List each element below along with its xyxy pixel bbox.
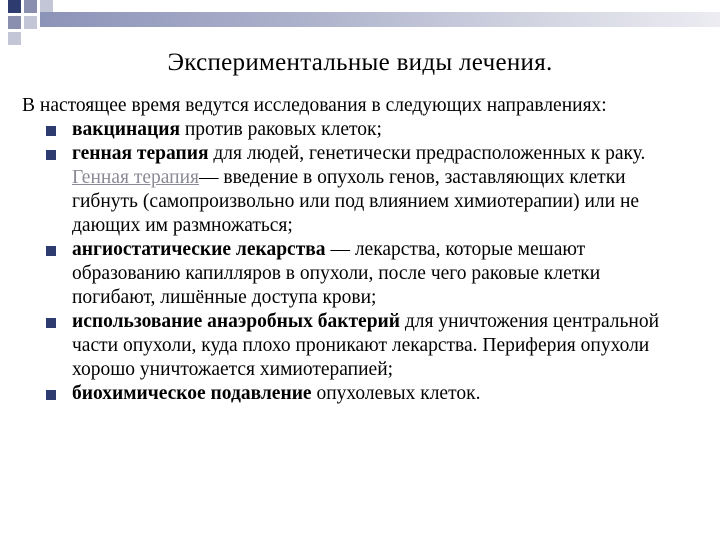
list-item-biochemical bbox=[0, 382, 672, 406]
slide-body bbox=[0, 94, 690, 406]
gene-therapy-link[interactable]: Генная терапия bbox=[72, 167, 199, 188]
term-anaerobic-bacteria: использование анаэробных бактерий bbox=[72, 311, 401, 332]
slide-title: Экспериментальные виды лечения. bbox=[167, 49, 553, 76]
intro-paragraph: В настоящее время ведутся исследования в следующих направлениях: bbox=[22, 95, 607, 116]
corner-square-6 bbox=[8, 32, 21, 45]
square-bullet-icon bbox=[46, 246, 56, 256]
item-text-continued: — введение в опухоль генов, заставляющих клетки гибнуть (самопроизвольно или под влиянием химиотерапии) или не дающих им размножаться; bbox=[72, 167, 640, 236]
term-biochemical: биохимическое подавление bbox=[72, 383, 312, 404]
item-text: против раковых клеток; bbox=[180, 119, 382, 140]
term-vaccination: вакцинация bbox=[72, 119, 180, 140]
list-item-angiostatic bbox=[0, 238, 672, 310]
corner-square-5 bbox=[24, 16, 37, 29]
corner-square-2 bbox=[24, 0, 37, 13]
list-item-vaccination bbox=[0, 118, 672, 142]
item-text: для уничтожения центральной части опухоли, куда плохо проникают лекарства. Периферия опухоли хорошо уничтожается химиотерапией; bbox=[72, 311, 660, 380]
corner-square-4 bbox=[8, 16, 21, 29]
square-bullet-icon bbox=[46, 318, 56, 328]
term-gene-therapy: генная терапия bbox=[72, 143, 209, 164]
square-bullet-icon bbox=[46, 390, 56, 400]
square-bullet-icon bbox=[46, 126, 56, 136]
list-item-gene-therapy bbox=[0, 142, 672, 238]
item-text: — лекарства, которые мешают образованию капилляров в опухоли, после чего раковые клетки погибают, лишённые доступа крови; bbox=[72, 239, 601, 308]
list-item-anaerobic-bacteria bbox=[0, 310, 672, 382]
item-text: для людей, генетически предрасположенных к раку. bbox=[208, 143, 646, 164]
term-angiostatic: ангиостатические лекарства bbox=[72, 239, 326, 260]
item-text: опухолевых клеток. bbox=[311, 383, 481, 404]
square-bullet-icon bbox=[46, 150, 56, 160]
top-decorative-bar bbox=[40, 12, 720, 27]
corner-square-1 bbox=[8, 0, 21, 13]
